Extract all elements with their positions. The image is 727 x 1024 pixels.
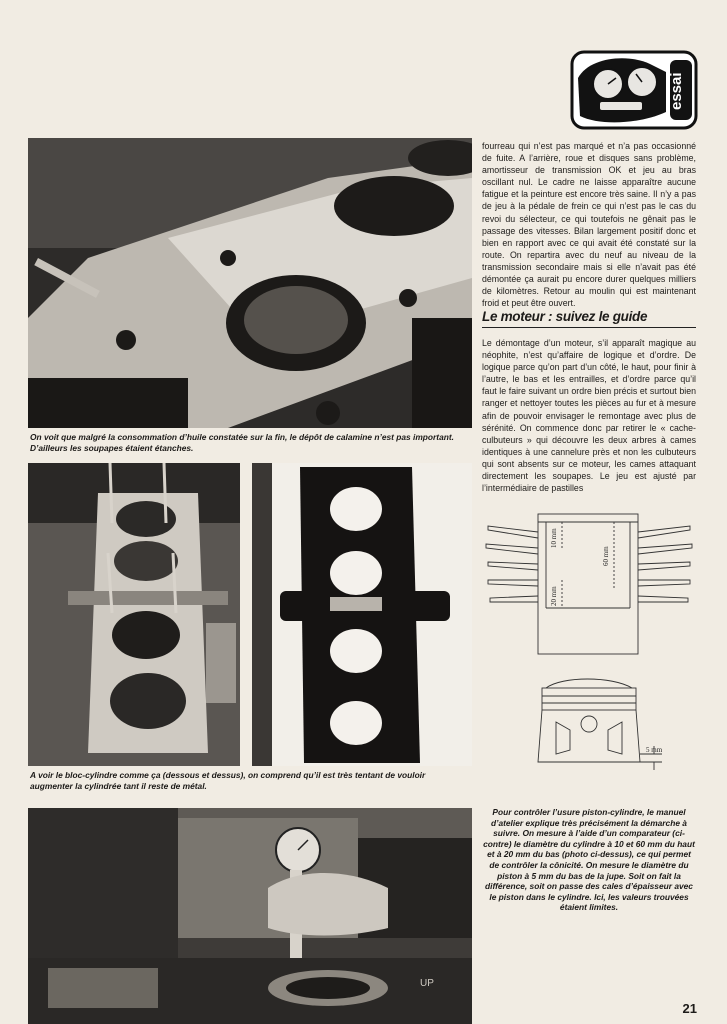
cylinder-block-top-photo — [252, 463, 472, 766]
body-paragraph-1: fourreau qui n’est pas marqué et n’a pas occasionné de fuite. A l’arrière, roue et disques sans problème, amortisseur de transmission OK et jeu au bras oscillant nul. Le cadre ne laisse apparaître aucune fatigue et la peinture est encore très saine. Il n’y a pas de jeu à la pédale de frein ce qui n’est pas le cas du revoi du sélecteur, ce qui toutefois ne gênait pas le passage des vitesses. Bilan largement positif donc et bien en rapport avec ce qui avait été constaté sur la route. On repartira avec du neuf au niveau de la transmission secondaire mais si elle n’avait pas été démontée ça aurait pu encore durer quelques milliers de kilomètres. Retour au moulin qui est maintenant froid et peut être ouvert. — [482, 141, 696, 309]
diagram-caption: Pour contrôler l’usure piston-cylindre, le manuel d’atelier explique très précisément la démarche à suivre. On mesure à l’aide d’un comparateur (ci-contre) le diamètre du cylindre à 10 et 60 mm du haut et à 20 mm du bas (photo ci-dessus), ce qui permet de contrôler la cônicité. On mesure le diamètre du piston à 5 mm du bas de la jupe. Soit on fait la différence, soit on passe des cales d’épaisseur avec le piston dans le cylindre. Ici, les valeurs trouvées étaient limites. — [483, 807, 695, 913]
label-60mm: 60 mm — [602, 546, 610, 566]
cylinder-block-underside-photo — [28, 463, 240, 766]
label-20mm: 20 mm — [550, 586, 558, 606]
essai-logo — [570, 50, 698, 130]
photo1-caption: On voit que malgré la consommation d’huile constatée sur la fin, le dépôt de calamine n’est pas important. D’ailleurs les soupapes étaient étanches. — [30, 432, 454, 453]
cylinder-diagram — [482, 508, 696, 658]
body-paragraph-2: Le démontage d’un moteur, s’il apparaît magique au néophite, n’est qu’affaire de logique et d’ordre. De logique parce qu’on part d’un côté, le haut, pour finir à l’autre, le bas et les entrailles, et d’ordre parce qu’il faut le faire suivant un ordre bien précis et surtout bien ranger et nettoyer toutes les pièces au fur et à mesure afin de pouvoir envisager le remontage avec plus de sérénité. On commence donc par retirer le « cache-culbuteurs » qui découvre les deux arbres à cames identiques à une cannelure près et non les culbuteurs qui sont absents sur ce moteur, les cames attaquant directement les soupapes. Le jeu est ajusté par l’intermédiaire de pastilles — [482, 338, 696, 494]
label-10mm: 10 mm — [550, 528, 558, 548]
dial-gauge-measurement-photo — [28, 808, 472, 1024]
piston-diagram — [482, 672, 696, 802]
section-heading: Le moteur : suivez le guide — [482, 309, 696, 328]
cylinder-head-photo — [28, 138, 472, 428]
logo-text: essai — [668, 72, 685, 110]
photo4-up-label: UP — [420, 978, 434, 989]
photos-caption: A voir le bloc-cylindre comme ça (dessous et dessus), on comprend qu’il est très tentant de vouloir augmenter la cylindrée tant il reste de métal. — [30, 770, 426, 791]
label-5mm: 5 mm — [646, 746, 663, 754]
page-number: 21 — [682, 1001, 697, 1016]
